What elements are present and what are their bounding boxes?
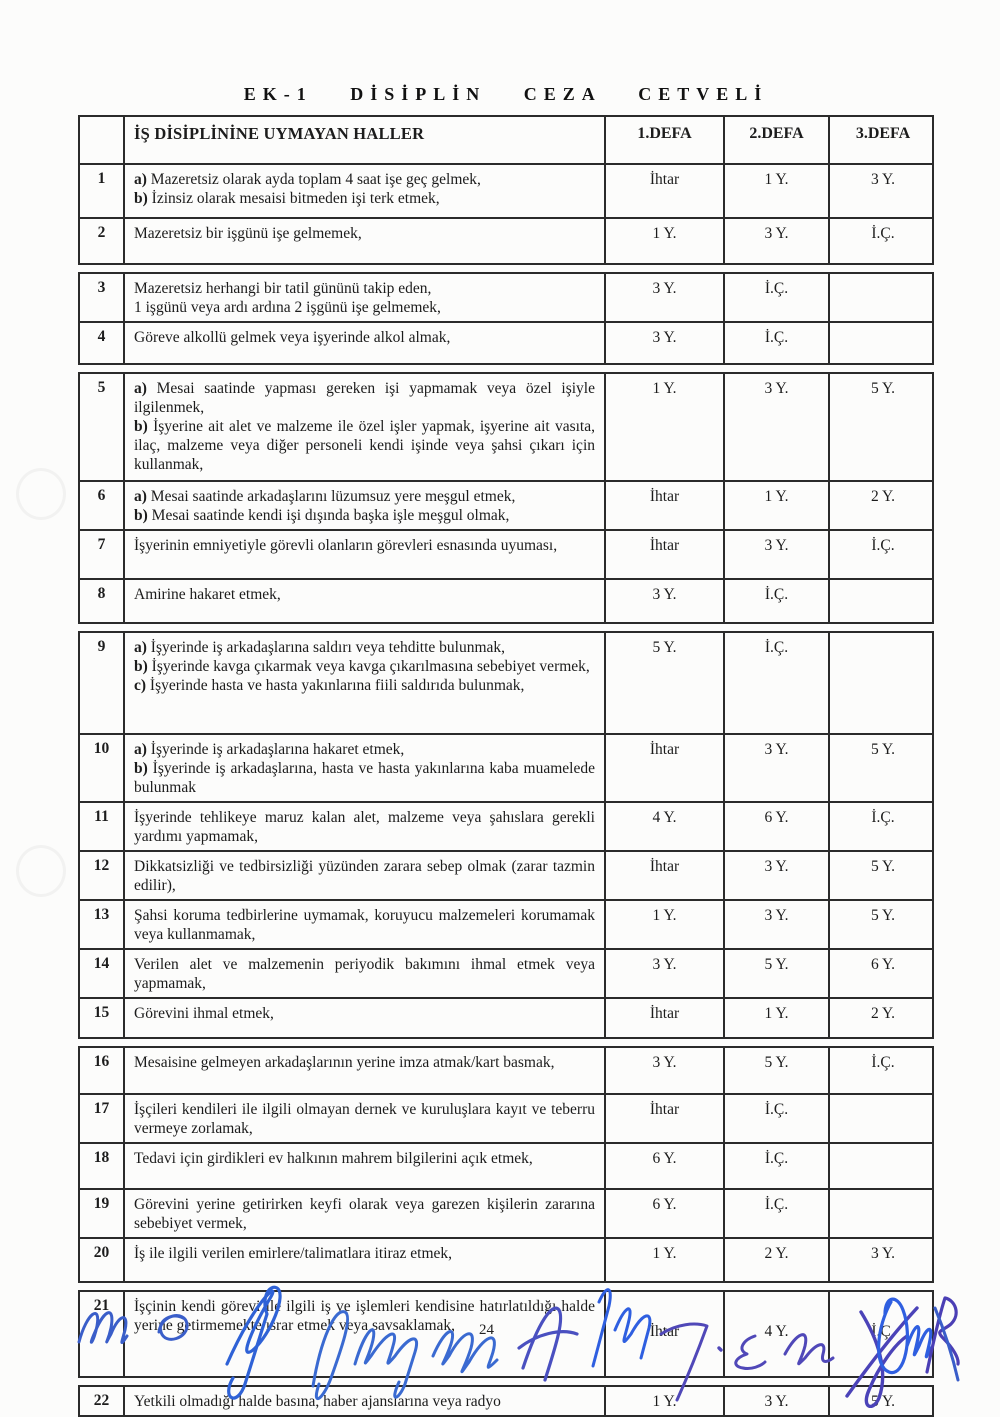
- penalty-third: 5 Y.: [870, 741, 896, 758]
- penalty-first: İhtar: [606, 482, 725, 529]
- penalty-second: 6 Y.: [725, 803, 830, 850]
- offense-text: a) Mesai saatinde yapması gereken işi yapmamak veya özel işiyle ilgilenmek, b) İşyerine ait alet ve malzeme ile özel işler yapmak, işyerine ait vasıta, ilaç, malzeme veya diğer personeli kendi işinde veya şahsi çıkarı için kullanmak,: [125, 374, 606, 480]
- offense-text: Yetkili olmadığı halde basına, haber ajanslarına veya radyo: [125, 1387, 606, 1415]
- table-row: [78, 323, 934, 365]
- penalty-third: [830, 1095, 936, 1142]
- table-row: [78, 272, 934, 323]
- page-number: 24: [479, 1322, 494, 1338]
- penalty-third: 5 Y.: [870, 907, 896, 924]
- table-row: [78, 631, 934, 735]
- offense-text: Mazeretsiz bir işgünü işe gelmemek,: [125, 219, 606, 263]
- penalty-first: 6 Y.: [606, 1144, 725, 1188]
- table-body: [78, 165, 934, 1417]
- penalty-second: 1 Y.: [725, 165, 830, 217]
- penalty-third: 5 Y.: [870, 1393, 896, 1410]
- table-row: [78, 531, 934, 580]
- offense-text: İşçinin kendi görevi ile ilgili iş ve işlemleri kendisine hatırlatıldığı halde yerine getirmemekte ısrar etmek veya savsaklamak,: [125, 1292, 606, 1376]
- penalty-second: İ.Ç.: [725, 323, 830, 363]
- penalty-third: İ.Ç.: [871, 1054, 895, 1071]
- table-header-row: [78, 115, 934, 165]
- penalty-first: 3 Y.: [606, 323, 725, 363]
- signature-stroke: [355, 1330, 417, 1397]
- penalty-second: 5 Y.: [725, 1048, 830, 1093]
- penalty-third: 5 Y.: [870, 858, 896, 875]
- penalty-first: 3 Y.: [606, 580, 725, 622]
- penalty-second: 2 Y.: [725, 1239, 830, 1281]
- penalty-first: İhtar: [606, 999, 725, 1037]
- penalty-third: 3 Y.: [870, 171, 896, 188]
- punch-hole-mark: [16, 468, 66, 520]
- table-row: [78, 219, 934, 265]
- penalty-third: 6 Y.: [870, 956, 896, 973]
- row-number: 20: [80, 1239, 125, 1281]
- penalty-second: 3 Y.: [725, 219, 830, 263]
- offense-text: a) İşyerinde iş arkadaşlarına hakaret etmek, b) İşyerinde iş arkadaşlarına, hasta ve hasta yakınlarına kaba muamelede bulunmak: [125, 735, 606, 801]
- signatures-ink: [55, 1268, 960, 1408]
- penalty-second: İ.Ç.: [725, 633, 830, 733]
- row-number: 5: [80, 374, 125, 480]
- row-number: 8: [80, 580, 125, 622]
- signature-stroke: [79, 1313, 127, 1343]
- offense-text: Görevini ihmal etmek,: [125, 999, 606, 1037]
- row-number: 3: [80, 274, 125, 321]
- row-number: 10: [80, 735, 125, 801]
- penalty-first: İhtar: [606, 165, 725, 217]
- table-row: [78, 1190, 934, 1239]
- penalty-second: 1 Y.: [725, 482, 830, 529]
- penalty-second: 3 Y.: [725, 531, 830, 578]
- row-number: 18: [80, 1144, 125, 1188]
- row-number: 16: [80, 1048, 125, 1093]
- penalty-first: İhtar: [606, 1095, 725, 1142]
- row-number: 9: [80, 633, 125, 733]
- penalty-third: 5 Y.: [870, 380, 896, 397]
- table-row: [78, 1144, 934, 1190]
- signature-stroke: [785, 1335, 833, 1364]
- penalty-second: 3 Y.: [725, 735, 830, 801]
- penalty-first: 6 Y.: [606, 1190, 725, 1237]
- row-number: 21: [80, 1292, 125, 1376]
- penalty-second: 3 Y.: [725, 1387, 830, 1415]
- table-row: [78, 482, 934, 531]
- offense-text: Amirine hakaret etmek,: [125, 580, 606, 622]
- penalty-third: İ.Ç.: [871, 1323, 895, 1340]
- penalty-first: 1 Y.: [606, 1387, 725, 1415]
- penalty-third: [830, 633, 936, 733]
- signature-stroke: [433, 1332, 497, 1372]
- offense-text: Mazeretsiz herhangi bir tatil gününü takip eden, 1 işgünü veya ardı ardına 2 işgünü işe gelmemek,: [125, 274, 606, 321]
- penalty-second: İ.Ç.: [725, 1190, 830, 1237]
- offense-text: Tedavi için girdikleri ev halkının mahrem bilgilerini açık etmek,: [125, 1144, 606, 1188]
- row-number: 22: [80, 1387, 125, 1415]
- signature-stroke: [593, 1290, 650, 1366]
- signature-stroke: [227, 1287, 280, 1398]
- penalty-first: 1 Y.: [606, 219, 725, 263]
- signature-stroke: [313, 1312, 348, 1399]
- row-number: 12: [80, 852, 125, 899]
- row-number: 14: [80, 950, 125, 997]
- offense-text: Verilen alet ve malzemenin periyodik bakımını ihmal etmek veya yapmamak,: [125, 950, 606, 997]
- row-number: 1: [80, 165, 125, 217]
- offense-text: a) Mesai saatinde arkadaşlarını lüzumsuz yere meşgul etmek, b) Mesai saatinde kendi işi dışında başka işle meşgul olmak,: [125, 482, 606, 529]
- table-row: [78, 803, 934, 852]
- table-row: [78, 999, 934, 1039]
- offense-text: Görevini yerine getirirken keyfi olarak veya garezen kişilerin zararına sebebiyet vermek,: [125, 1190, 606, 1237]
- offense-text: Göreve alkollü gelmek veya işyerinde alkol almak,: [125, 323, 606, 363]
- table-row: [78, 950, 934, 999]
- page-title: EK-1 DİSİPLİN CEZA CETVELİ: [243, 84, 769, 104]
- header-first-cell: 1.DEFA: [606, 117, 725, 163]
- header-second-cell: 2.DEFA: [725, 117, 830, 163]
- penalty-first: 3 Y.: [606, 950, 725, 997]
- penalty-second: İ.Ç.: [725, 580, 830, 622]
- penalty-second: 3 Y.: [725, 852, 830, 899]
- penalty-third: İ.Ç.: [871, 225, 895, 242]
- signature-stroke: [519, 1308, 577, 1380]
- offense-text: a) İşyerinde iş arkadaşlarına saldırı veya tehditte bulunmak, b) İşyerinde kavga çıkarmak veya kavga çıkarılmasına sebebiyet vermek, c) İşyerinde hasta ve hasta yakınlarına fiili saldırıda bulunmak,: [125, 633, 606, 733]
- table-row: [78, 580, 934, 624]
- punch-hole-mark: [16, 845, 66, 897]
- signature-stroke: [661, 1324, 707, 1400]
- table-row: [78, 735, 934, 803]
- signature-stroke: [159, 1316, 187, 1340]
- table-row: [78, 1095, 934, 1144]
- penalty-second: 3 Y.: [725, 901, 830, 948]
- header-number-cell: [80, 117, 125, 163]
- table-row: [78, 1046, 934, 1095]
- penalty-first: 5 Y.: [606, 633, 725, 733]
- row-number: 6: [80, 482, 125, 529]
- offense-text: a) Mazeretsiz olarak ayda toplam 4 saat işe geç gelmek, b) İzinsiz olarak mesaisi bitmeden işi terk etmek,: [125, 165, 606, 217]
- penalty-third: [830, 274, 936, 321]
- penalty-third: [830, 1144, 936, 1188]
- offense-text: İşyerinde tehlikeye maruz kalan alet, malzeme veya şahıslara gerekli yardımı yapmamak,: [125, 803, 606, 850]
- row-number: 7: [80, 531, 125, 578]
- header-offense-cell: İŞ DİSİPLİNİNE UYMAYAN HALLER: [125, 117, 606, 163]
- table-row: [78, 372, 934, 482]
- penalty-first: 1 Y.: [606, 374, 725, 480]
- offense-text: Şahsi koruma tedbirlerine uymamak, koruyucu malzemeleri korumamak veya kullanmamak,: [125, 901, 606, 948]
- penalty-second: 5 Y.: [725, 950, 830, 997]
- offense-text: Dikkatsizliği ve tedbirsizliği yüzünden zarara sebep olmak (zarar tazmin edilir),: [125, 852, 606, 899]
- penalty-third: 3 Y.: [870, 1245, 896, 1262]
- offense-text: İşçileri kendileri ile ilgili olmayan dernek ve kuruluşlara kayıt ve teberru vermeye zorlamak,: [125, 1095, 606, 1142]
- row-number: 11: [80, 803, 125, 850]
- penalty-third: [830, 323, 936, 363]
- penalty-third: [830, 1190, 936, 1237]
- penalty-first: İhtar: [606, 852, 725, 899]
- offense-text: Mesaisine gelmeyen arkadaşlarının yerine imza atmak/kart basmak,: [125, 1048, 606, 1093]
- table-row: [78, 901, 934, 950]
- row-number: 4: [80, 323, 125, 363]
- signature-stroke: [736, 1336, 765, 1369]
- penalty-second: 1 Y.: [725, 999, 830, 1037]
- offense-text: İşyerinin emniyetiyle görevli olanların görevleri esnasında uyuması,: [125, 531, 606, 578]
- penalty-second: İ.Ç.: [725, 1095, 830, 1142]
- penalty-third: [830, 580, 936, 622]
- row-number: 15: [80, 999, 125, 1037]
- penalty-third: İ.Ç.: [871, 537, 895, 554]
- penalty-second: İ.Ç.: [725, 274, 830, 321]
- table-row: [78, 165, 934, 219]
- table-row: [78, 852, 934, 901]
- row-number: 13: [80, 901, 125, 948]
- row-number: 19: [80, 1190, 125, 1237]
- penalty-third: İ.Ç.: [871, 809, 895, 826]
- discipline-table: [78, 115, 934, 1417]
- penalty-third: 2 Y.: [870, 488, 896, 505]
- penalty-third: 2 Y.: [870, 1005, 896, 1022]
- penalty-first: 3 Y.: [606, 274, 725, 321]
- penalty-second: 3 Y.: [725, 374, 830, 480]
- penalty-first: İhtar: [606, 1292, 725, 1376]
- signature-stroke: [719, 1348, 721, 1350]
- offense-text: İş ile ilgili verilen emirlere/talimatlara itiraz etmek,: [125, 1239, 606, 1281]
- penalty-second: İ.Ç.: [725, 1144, 830, 1188]
- header-third-cell: 3.DEFA: [855, 125, 911, 142]
- penalty-second: 4 Y.: [725, 1292, 830, 1376]
- penalty-first: 3 Y.: [606, 1048, 725, 1093]
- row-number: 17: [80, 1095, 125, 1142]
- penalty-first: İhtar: [606, 735, 725, 801]
- penalty-first: 4 Y.: [606, 803, 725, 850]
- penalty-first: 1 Y.: [606, 1239, 725, 1281]
- row-number: 2: [80, 219, 125, 263]
- penalty-first: İhtar: [606, 531, 725, 578]
- penalty-first: 1 Y.: [606, 901, 725, 948]
